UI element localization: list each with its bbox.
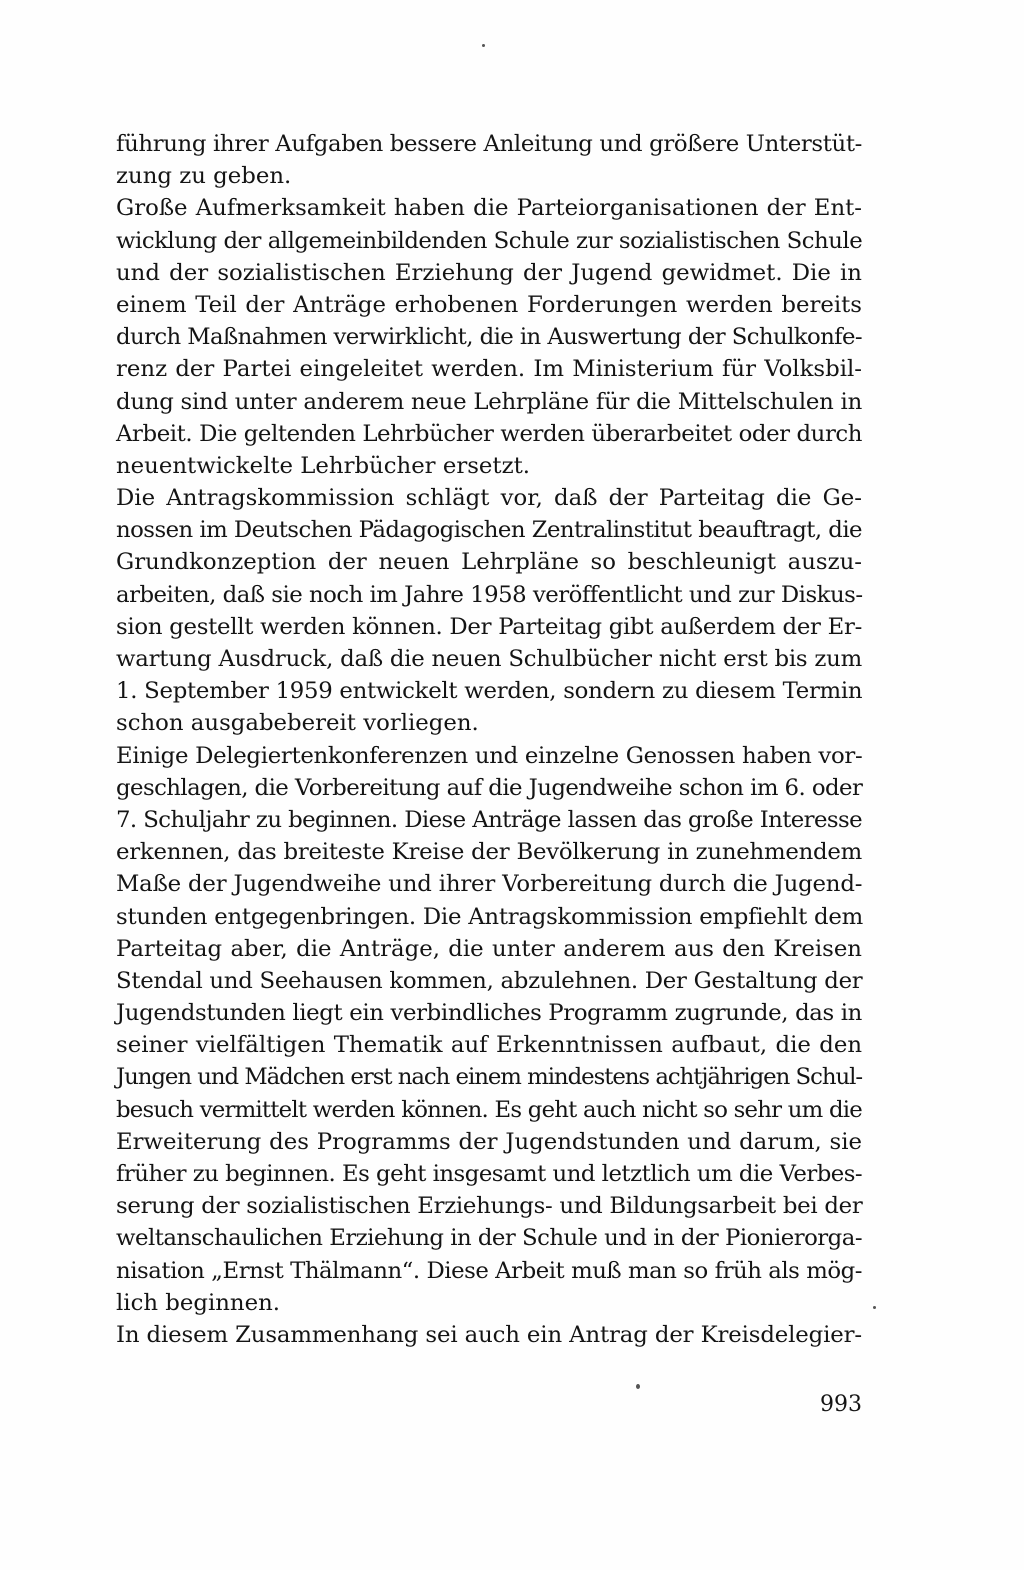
text-line: sion gestellt werden können. Der Parteitag gibt außerdem der Er- [116, 613, 863, 640]
text-line: früher zu beginnen. Es geht insgesamt und letztlich um die Verbes- [116, 1161, 863, 1187]
text-line: einem Teil der Anträge erhobenen Forderungen werden bereits [116, 291, 862, 318]
text-line: 7. Schuljahr zu beginnen. Diese Anträge lassen das große Interesse [116, 806, 862, 833]
print-speck [482, 44, 485, 47]
text-line: wicklung der allgemeinbildenden Schule zur sozialistischen Schule [116, 227, 863, 254]
text-line: Arbeit. Die geltenden Lehrbücher werden überarbeitet oder durch [116, 420, 863, 447]
text-line: Einige Delegiertenkonferenzen und einzelne Genossen haben vor- [116, 742, 863, 769]
text-line: Jugendstunden liegt ein verbindliches Programm zugrunde, das in [116, 1000, 862, 1027]
text-line: Parteitag aber, die Anträge, die unter anderem aus den Kreisen [116, 935, 862, 962]
text-line: nossen im Deutschen Pädagogischen Zentralinstitut beauftragt, die [116, 517, 862, 544]
text-line: In diesem Zusammenhang sei auch ein Antrag der Kreisdelegier- [116, 1321, 862, 1348]
text-line: renz der Partei eingeleitet werden. Im Ministerium für Volksbil- [116, 356, 862, 383]
text-line: neuentwickelte Lehrbücher ersetzt. [116, 452, 530, 479]
text-line: 1. September 1959 entwickelt werden, sondern zu diesem Termin [116, 678, 863, 705]
page-number: 993 [820, 1392, 862, 1417]
text-line: Jungen und Mädchen erst nach einem mindestens achtjährigen Schul- [116, 1064, 862, 1091]
text-line: geschlagen, die Vorbereitung auf die Jugendweihe schon im 6. oder [116, 774, 863, 801]
text-line: erkennen, das breiteste Kreise der Bevölkerung in zunehmendem [116, 839, 862, 866]
text-line: führung ihrer Aufgaben bessere Anleitung und größere Unterstüt- [116, 131, 863, 157]
text-line: weltanschaulichen Erziehung in der Schule und in der Pionierorga- [116, 1225, 862, 1252]
text-line: wartung Ausdruck, daß die neuen Schulbücher nicht erst bis zum [116, 646, 862, 672]
text-line: arbeiten, daß sie noch im Jahre 1958 veröffentlicht und zur Diskus- [116, 581, 863, 608]
text-line: seiner vielfältigen Thematik auf Erkenntnissen aufbaut, die den [116, 1032, 862, 1059]
text-line: lich beginnen. [116, 1289, 281, 1316]
print-speck [873, 1306, 876, 1309]
text-line: stunden entgegenbringen. Die Antragskommission empfiehlt dem [116, 903, 863, 930]
text-line: dung sind unter anderem neue Lehrpläne für die Mittelschulen in [116, 388, 862, 415]
text-line: besuch vermittelt werden können. Es geht auch nicht so sehr um die [116, 1096, 862, 1123]
text-line: Die Antragskommission schlägt vor, daß der Parteitag die Ge- [116, 485, 862, 512]
text-line: Erweiterung des Programms der Jugendstunden und darum, sie [116, 1128, 862, 1155]
text-line: Stendal und Seehausen kommen, abzulehnen. Der Gestaltung der [116, 967, 863, 994]
text-line: nisation „Ernst Thälmann“. Diese Arbeit muß man so früh als mög- [116, 1257, 862, 1284]
text-line: Große Aufmerksamkeit haben die Parteiorganisationen der Ent- [116, 195, 862, 222]
text-line: zung zu geben. [116, 163, 292, 190]
text-line: Grundkonzeption der neuen Lehrpläne so beschleunigt auszu- [116, 549, 862, 576]
text-line: Maße der Jugendweihe und ihrer Vorbereitung durch die Jugend- [116, 871, 863, 898]
text-line: durch Maßnahmen verwirklicht, die in Auswertung der Schulkonfe- [116, 324, 862, 351]
print-speck [636, 1384, 640, 1389]
text-line: schon ausgabebereit vorliegen. [116, 710, 479, 737]
text-line: serung der sozialistischen Erziehungs- und Bildungsarbeit bei der [116, 1193, 863, 1220]
text-line: und der sozialistischen Erziehung der Jugend gewidmet. Die in [116, 259, 862, 286]
body-text [116, 128, 862, 1351]
